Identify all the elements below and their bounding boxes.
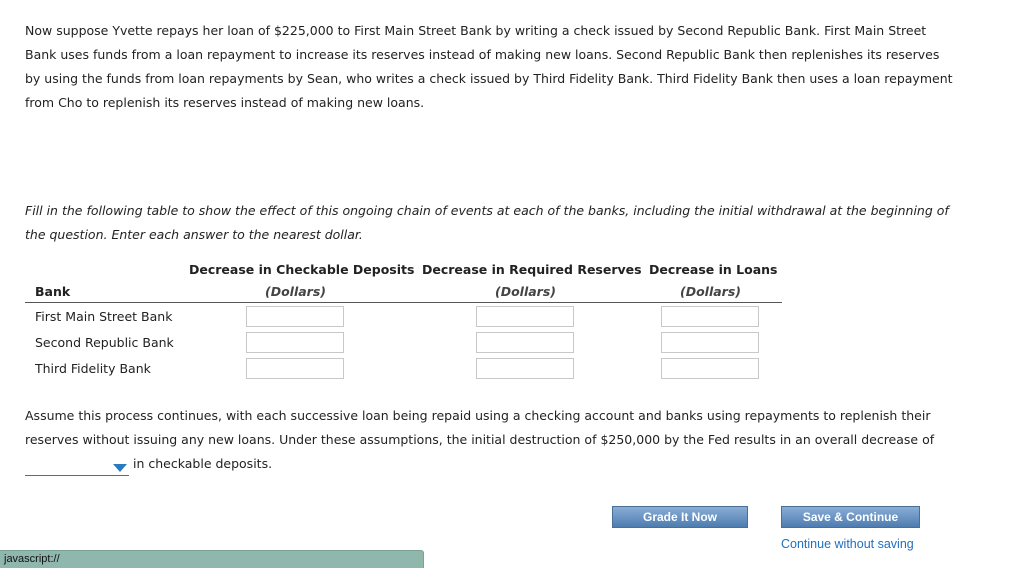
table-subheader-row <box>25 282 783 302</box>
table-row <box>25 357 783 381</box>
table-row <box>25 331 783 355</box>
checkable-deposits-input[interactable] <box>246 306 344 327</box>
browser-status-bar <box>0 550 424 568</box>
bank-name: Second Republic Bank <box>35 335 174 350</box>
summary-paragraph <box>25 404 955 476</box>
required-reserves-input[interactable] <box>476 332 574 353</box>
table-row <box>25 305 783 329</box>
save-and-continue-button[interactable]: Save & Continue <box>781 506 920 528</box>
continue-without-saving-link[interactable]: Continue without saving <box>781 537 914 551</box>
header-loans: Decrease in Loans <box>649 262 778 277</box>
summary-text: Assume this process continues, with each successive loan being repaid using a checking account and banks using repayments to replenish their reserves without issuing any new loans. Under these assumptions, the initial destruction of $250,000 by the Fed results in an overall decrease of <box>25 408 935 447</box>
header-divider <box>25 302 782 303</box>
instructions-paragraph: Fill in the following table to show the effect of this ongoing chain of events at each of the banks, including the initial withdrawal at the beginning of the question. Enter each answer to the nearest dollar. <box>25 203 949 242</box>
required-reserves-input[interactable] <box>476 306 574 327</box>
chevron-down-icon <box>113 464 127 472</box>
checkable-deposits-input[interactable] <box>246 332 344 353</box>
header-checkable-deposits: Decrease in Checkable Deposits <box>189 262 415 277</box>
required-reserves-input[interactable] <box>476 358 574 379</box>
checkable-deposits-input[interactable] <box>246 358 344 379</box>
unit-label-col2: (Dollars) <box>495 284 556 299</box>
loans-input[interactable] <box>661 306 759 327</box>
bank-name: First Main Street Bank <box>35 309 173 324</box>
overall-decrease-dropdown[interactable] <box>25 460 129 476</box>
header-bank: Bank <box>35 284 71 299</box>
unit-label-col3: (Dollars) <box>680 284 741 299</box>
status-bar-text: javascript:// <box>4 553 60 565</box>
bank-name: Third Fidelity Bank <box>35 361 151 376</box>
loans-input[interactable] <box>661 332 759 353</box>
table-header-row <box>25 259 783 279</box>
unit-label-col1: (Dollars) <box>265 284 326 299</box>
intro-paragraph: Now suppose Yvette repays her loan of $225,000 to First Main Street Bank by writing a check issued by Second Republic Bank. First Main Street Bank uses funds from a loan repayment to increase its reserves instead of making new loans. Second Republic Bank then replenishes its reserves by using the funds from loan repayments by Sean, who writes a check issued by Third Fidelity Bank. Third Fidelity Bank then uses a loan repayment from Cho to replenish its reserves instead of making new loans. <box>25 23 953 110</box>
grade-it-now-button[interactable]: Grade It Now <box>612 506 748 528</box>
loans-input[interactable] <box>661 358 759 379</box>
summary-suffix: in checkable deposits. <box>133 456 273 471</box>
header-required-reserves: Decrease in Required Reserves <box>422 262 642 277</box>
